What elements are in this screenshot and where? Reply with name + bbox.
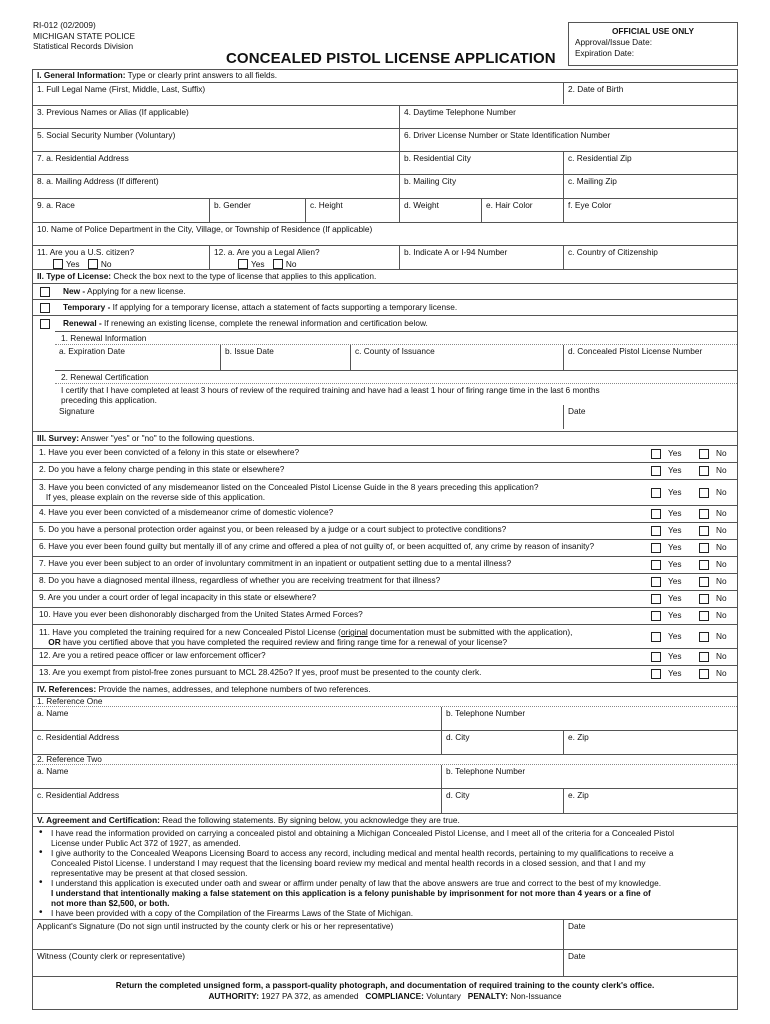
ssn-label: 5. Social Security Number (Voluntary) [37,130,176,140]
reference1-address-row [33,730,737,754]
q5-no-label: No [716,525,727,536]
reference2-label: 2. Reference Two [37,754,102,764]
section5-heading-row [33,813,737,826]
hair-color-label: e. Hair Color [486,200,533,210]
official-use-box [568,22,738,66]
license-new-label: New - [63,286,86,296]
cert-statement-1-line2: License under Public Act 372 of 1927, as amended. [51,838,241,848]
authority-line [33,992,737,1002]
renewal-signature-label: Signature [59,406,95,416]
application-form [32,69,738,1010]
hair-color-field[interactable] [481,199,563,222]
race-label: 9. a. Race [37,200,75,210]
ssn-field[interactable] [33,129,399,151]
section4-heading: IV. References: [37,684,97,694]
license-renew-label: Renewal - [63,318,102,328]
cert-statement-1-line1: I have read the information provided on carrying a concealed pistol and obtaining a Michigan Concealed Pistol License, and I meet all of the criteria for a Concealed Pistol [51,828,675,838]
q3-no-checkbox[interactable] [699,488,709,498]
agency-name: MICHIGAN STATE POLICE [33,30,136,41]
q7-no-label: No [716,559,727,570]
cert-statement-2-line1: I give authority to the Concealed Weapons Licensing Board to access any record, including medical and mental health records, pertaining to my qualifications to receive a [51,848,674,858]
phone-field[interactable] [399,106,737,128]
height-field[interactable] [305,199,399,222]
survey-q2 [33,462,737,479]
alias-field[interactable] [33,106,399,128]
certification-statements [33,826,737,921]
q3-yes-checkbox[interactable] [651,488,661,498]
reference1-label: 1. Reference One [37,696,103,706]
q11-yes-checkbox[interactable] [651,632,661,642]
ref1-phone-label: b. Telephone Number [446,708,526,718]
q1-no-label: No [716,448,727,459]
res-address-field[interactable] [33,152,399,174]
survey-q8 [33,573,737,590]
survey-q3-text: 3. Have you been convicted of any misdemeanor listed on the Concealed Pistol License Guide in the 8 years preceding this application? [39,482,539,492]
applicant-date-field[interactable] [563,920,737,949]
section2-note: Check the box next to the type of license that applies to this application. [113,271,377,281]
penalty-value: Non-Issuance [510,991,562,1001]
ref1-zip-label: e. Zip [568,732,589,742]
eye-color-field[interactable] [563,199,737,222]
q9-no-label: No [716,593,727,604]
q6-yes-checkbox[interactable] [651,543,661,553]
section3-heading-row [33,431,737,445]
row-police-dept [33,222,737,245]
renewal-cert-block [55,370,737,429]
survey-q4-text: 4. Have you ever been convicted of a misdemeanor crime of domestic violence? [39,507,334,517]
renewal-signature-field[interactable] [55,405,563,429]
license-renew-checkbox[interactable] [40,319,50,329]
license-new-text: Applying for a new license. [87,286,186,296]
license-temp-row [33,299,737,315]
penalty-label: PENALTY: [467,991,509,1001]
q12-yes-label: Yes [668,651,682,662]
q1-no-checkbox[interactable] [699,449,709,459]
q2-no-checkbox[interactable] [699,466,709,476]
q3-yes-label: Yes [668,486,682,497]
section4-note: Provide the names, addresses, and telephone numbers of two references. [98,684,371,694]
renewal-info-block [55,331,737,370]
citizen-field [33,246,209,269]
survey-q3-note: If yes, please explain on the reverse side of this application. [45,492,265,502]
survey-q3 [33,479,737,505]
division-name: Statistical Records Division [33,41,134,52]
q5-yes-label: Yes [668,525,682,536]
alien-yes-checkbox[interactable] [238,259,248,269]
license-temp-checkbox[interactable] [40,303,50,313]
i94-label: b. Indicate A or I-94 Number [404,247,508,257]
survey-q11-text-end: documentation must be submitted with the application), [367,627,573,637]
police-dept-label: 10. Name of Police Department in the City, Village, or Township of Residence (If applicable) [37,224,373,234]
reference2-name-row [33,764,737,788]
renewal-exp-date-field[interactable] [55,345,220,370]
renewal-date-label: Date [568,406,586,416]
row-residential [33,151,737,174]
cert-statement-3-line3: not more than $2,500, or both. [51,898,170,908]
ref1-zip-field[interactable] [563,731,737,754]
ref2-address-field[interactable] [33,789,441,813]
q7-yes-checkbox[interactable] [651,560,661,570]
cert-statement-2 [37,848,733,878]
reference1-heading-row [33,696,737,706]
q2-yes-checkbox[interactable] [651,466,661,476]
q6-no-checkbox[interactable] [699,543,709,553]
citizen-yes-checkbox[interactable] [53,259,63,269]
section2-heading-row [33,269,737,283]
expiration-date-label: Expiration Date: [575,47,635,58]
ref2-phone-field[interactable] [441,765,737,788]
survey-q7-text: 7. Have you ever been subject to an order of involuntary commitment in an inpatient or outpatient setting due to a mental illness? [39,558,512,568]
ref1-name-label: a. Name [37,708,69,718]
renewal-cert-label: 2. Renewal Certification [61,372,149,382]
row-ssn-dl [33,128,737,151]
form-title: CONCEALED PISTOL LICENSE APPLICATION [226,50,556,67]
section5-note: Read the following statements. By signing below, you acknowledge they are true. [162,815,460,825]
survey-q1-text: 1. Have you ever been convicted of a felony in this state or elsewhere? [39,447,300,457]
ref1-address-field[interactable] [33,731,441,754]
cert-statement-3-line2: I understand that intentionally making a false statement on this application is a felony punishable by imprisonment for not more than 4 years or a fine of [51,888,651,898]
license-temp-label: Temporary - [63,302,111,312]
license-renew-row [33,315,737,331]
license-renew-text: If renewing an existing license, complete the renewal information and certification below. [104,318,428,328]
q9-no-checkbox[interactable] [699,594,709,604]
survey-q8-text: 8. Do you have a diagnosed mental illness, regardless of whether you are receiving treatment for that illness? [39,575,441,585]
mail-address-field[interactable] [33,175,399,198]
q2-yes-label: Yes [668,465,682,476]
mail-city-field[interactable] [399,175,563,198]
section3-heading: III. Survey: [37,433,79,443]
gender-field[interactable] [209,199,305,222]
res-city-label: b. Residential City [404,153,471,163]
q8-no-checkbox[interactable] [699,577,709,587]
cert-statement-2-line2: Concealed Pistol License. I understand I may request that the licensing board review my medical and mental health records in a closed session, and that I and my [51,858,646,868]
ref2-name-label: a. Name [37,766,69,776]
renewal-cpl-number-label: d. Concealed Pistol License Number [568,346,703,356]
q8-yes-label: Yes [668,576,682,587]
res-address-label: 7. a. Residential Address [37,153,129,163]
country-field[interactable] [563,246,737,269]
witness-signature-field[interactable] [33,950,563,976]
q10-no-label: No [716,610,727,621]
ref2-address-label: c. Residential Address [37,790,120,800]
survey-q1 [33,445,737,462]
q1-yes-checkbox[interactable] [651,449,661,459]
q9-yes-label: Yes [668,593,682,604]
q11-no-checkbox[interactable] [699,632,709,642]
ref2-city-field[interactable] [441,789,563,813]
survey-q5 [33,522,737,539]
q8-no-label: No [716,576,727,587]
section1-heading-row [33,70,737,82]
section4-heading-row [33,682,737,696]
section3-note: Answer "yes" or "no" to the following questions. [80,433,255,443]
mail-zip-label: c. Mailing Zip [568,176,617,186]
citizen-no-checkbox[interactable] [88,259,98,269]
reference2-address-row [33,788,737,813]
q10-no-checkbox[interactable] [699,611,709,621]
full-name-label: 1. Full Legal Name (First, Middle, Last, Suffix) [37,84,206,94]
section5-heading: V. Agreement and Certification: [37,815,160,825]
mail-zip-field[interactable] [563,175,737,198]
q12-no-checkbox[interactable] [699,652,709,662]
weight-field[interactable] [399,199,481,222]
renewal-cpl-number-field[interactable] [563,345,737,370]
survey-q13 [33,665,737,682]
survey-q13-text: 13. Are you exempt from pistol-free zones pursuant to MCL 28.425o? If yes, proof must be presented to the county clerk. [39,667,482,677]
res-zip-label: c. Residential Zip [568,153,632,163]
race-field[interactable] [33,199,209,222]
q12-no-label: No [716,651,727,662]
q6-yes-label: Yes [668,542,682,553]
compliance-label: COMPLIANCE: [365,991,424,1001]
footer-row [33,976,737,1010]
full-name-field[interactable] [33,83,563,104]
survey-q10-text: 10. Have you ever been dishonorably discharged from the United States Armed Forces? [39,609,363,619]
q4-yes-label: Yes [668,508,682,519]
survey-q6 [33,539,737,556]
reference1-name-row [33,706,737,730]
renewal-issue-date-field[interactable] [220,345,350,370]
q4-yes-checkbox[interactable] [651,509,661,519]
police-dept-field[interactable] [33,223,737,245]
renewal-info-label: 1. Renewal Information [61,333,147,343]
applicant-signature-row [33,919,737,949]
survey-q12 [33,648,737,665]
q7-yes-label: Yes [668,559,682,570]
section1-heading: I. General Information: [37,70,126,80]
survey-q11-or: OR [48,637,61,647]
height-label: c. Height [310,200,343,210]
survey-q7 [33,556,737,573]
ref1-phone-field[interactable] [441,707,737,730]
res-zip-field[interactable] [563,152,737,174]
alien-yes-label: Yes [251,258,265,269]
renewal-county-label: c. County of Issuance [355,346,435,356]
weight-label: d. Weight [404,200,439,210]
survey-q11-text: 11. Have you completed the training required for a new Concealed Pistol License ( [39,627,341,637]
witness-date-field[interactable] [563,950,737,976]
dob-field[interactable] [563,83,737,104]
ref1-city-field[interactable] [441,731,563,754]
legal-alien-label: 12. a. Are you a Legal Alien? [214,247,320,257]
q6-no-label: No [716,542,727,553]
q13-no-checkbox[interactable] [699,669,709,679]
official-use-heading: OFFICIAL USE ONLY [611,26,695,36]
ref2-name-field[interactable] [33,765,441,788]
survey-q2-text: 2. Do you have a felony charge pending in this state or elsewhere? [39,464,285,474]
compliance-value: Voluntary [426,991,461,1001]
renewal-date-field[interactable] [563,405,737,429]
survey-q4 [33,505,737,522]
driver-license-label: 6. Driver License Number or State Identification Number [404,130,611,140]
renewal-cert-text-1: I certify that I have completed at least 3 hours of review of the required training and have had a least 1 hour of firing range time in the last 6 months [61,385,600,395]
citizen-no-label: No [100,258,112,269]
approval-date-label: Approval/Issue Date: [575,36,653,47]
res-city-field[interactable] [399,152,563,174]
survey-q10 [33,607,737,624]
q1-yes-label: Yes [668,448,682,459]
renewal-exp-date-label: a. Expiration Date [59,346,125,356]
return-instructions: Return the completed unsigned form, a passport-quality photograph, and documentation of required training to the county clerk's office. [115,980,655,990]
cert-statement-3-line1: I understand this application is executed under oath and swear or affirm under penalty of law that the above answers are true and correct to the best of my knowledge. [51,878,662,888]
row-mailing [33,174,737,198]
phone-label: 4. Daytime Telephone Number [404,107,516,117]
q2-no-label: No [716,465,727,476]
q13-yes-label: Yes [668,668,682,679]
gender-label: b. Gender [214,200,251,210]
q11-no-label: No [716,630,727,641]
row-physical [33,198,737,222]
form-code: RI-012 (02/2009) [33,20,96,30]
dob-label: 2. Date of Birth [568,84,624,94]
i94-field[interactable] [399,246,563,269]
q13-yes-checkbox[interactable] [651,669,661,679]
survey-q6-text: 6. Have you ever been found guilty but mentally ill of any crime and offered a plea of not guilty of, or been acquitted of, any crime by reason of insanity? [39,541,595,551]
ref1-name-field[interactable] [33,707,441,730]
row-citizenship [33,245,737,269]
applicant-signature-label: Applicant's Signature (Do not sign until instructed by the county clerk or his or her representative) [37,921,394,931]
driver-license-field[interactable] [399,129,737,151]
renewal-county-field[interactable] [350,345,563,370]
alias-label: 3. Previous Names or Alias (If applicable) [37,107,189,117]
mail-address-label: 8. a. Mailing Address (If different) [37,176,159,186]
cert-statement-4-line1: I have been provided with a copy of the Compilation of the Firearms Laws of the State of Michigan. [51,908,414,918]
ref2-zip-field[interactable] [563,789,737,813]
license-new-checkbox[interactable] [40,287,50,297]
survey-q11-original: original [340,627,368,637]
reference2-heading-row [33,754,737,764]
q7-no-checkbox[interactable] [699,560,709,570]
survey-q5-text: 5. Do you have a personal protection order against you, or been released by a judge or a court subject to protective conditions? [39,524,507,534]
q4-no-label: No [716,508,727,519]
q13-no-label: No [716,668,727,679]
country-label: c. Country of Citizenship [568,247,658,257]
ref2-zip-label: e. Zip [568,790,589,800]
q10-yes-label: Yes [668,610,682,621]
row-alias-phone [33,105,737,128]
survey-q9 [33,590,737,607]
cert-statement-1 [37,828,733,848]
applicant-signature-field[interactable] [33,920,563,949]
license-temp-text: If applying for a temporary license, attach a statement of facts supporting a temporary license. [112,302,458,312]
q8-yes-checkbox[interactable] [651,577,661,587]
survey-q9-text: 9. Are you under a court order of legal incapacity in this state or elsewhere? [39,592,317,602]
header-agency-block [33,20,333,52]
cert-statement-2-line3: representative may be present at that closed session. [51,868,248,878]
cert-statement-4 [37,908,733,918]
q3-no-label: No [716,486,727,497]
q10-yes-checkbox[interactable] [651,611,661,621]
authority-label: AUTHORITY: [208,991,259,1001]
alien-no-label: No [285,258,297,269]
citizen-label: 11. Are you a U.S. citizen? [37,247,135,257]
applicant-date-label: Date [568,921,586,931]
ref2-phone-label: b. Telephone Number [446,766,526,776]
survey-q11 [33,624,737,648]
renewal-cert-text-2: preceding this application. [61,395,157,405]
citizen-yes-label: Yes [66,258,80,269]
survey-q11-text-2: have you certified above that you have completed the required review and firing range time for a renewal of your license? [60,637,508,647]
witness-signature-label: Witness (County clerk or representative) [37,951,186,961]
section2-heading: II. Type of License: [37,271,112,281]
witness-signature-row [33,949,737,976]
q11-yes-label: Yes [668,630,682,641]
cert-statement-3 [37,878,733,908]
q12-yes-checkbox[interactable] [651,652,661,662]
eye-color-label: f. Eye Color [568,200,612,210]
section1-note: Type or clearly print answers to all fields. [127,70,278,80]
mail-city-label: b. Mailing City [404,176,457,186]
q5-no-checkbox[interactable] [699,526,709,536]
q5-yes-checkbox[interactable] [651,526,661,536]
ref2-city-label: d. City [446,790,470,800]
ref1-city-label: d. City [446,732,470,742]
license-new-row [33,283,737,299]
authority-value: 1927 PA 372, as amended [261,991,359,1001]
q9-yes-checkbox[interactable] [651,594,661,604]
survey-q12-text: 12. Are you a retired peace officer or law enforcement officer? [39,650,266,660]
ref1-address-label: c. Residential Address [37,732,120,742]
q4-no-checkbox[interactable] [699,509,709,519]
row-name-dob [33,82,737,104]
alien-no-checkbox[interactable] [273,259,283,269]
renewal-issue-date-label: b. Issue Date [225,346,274,356]
witness-date-label: Date [568,951,586,961]
legal-alien-field [209,246,399,269]
